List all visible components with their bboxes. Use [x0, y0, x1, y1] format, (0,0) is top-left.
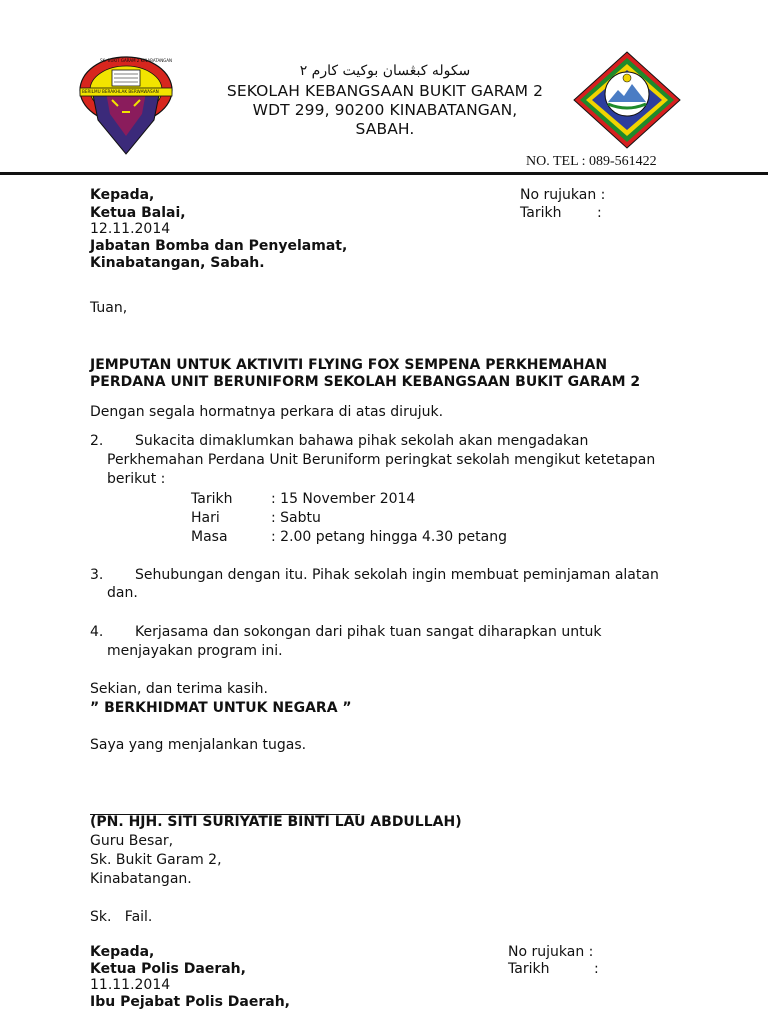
reference-label-2: No rujukan :: [508, 944, 594, 960]
detail-date-value: : 15 November 2014: [271, 491, 416, 507]
recipient-title: Ketua Balai,: [90, 205, 186, 221]
detail-day-value: : Sabtu: [271, 510, 321, 526]
phone-number: NO. TEL : 089-561422: [526, 154, 657, 169]
recipient-department: Jabatan Bomba dan Penyelamat,: [90, 238, 348, 254]
subject-line2: PERDANA UNIT BERUNIFORM SEKOLAH KEBANGSAAN BUKIT GARAM 2: [90, 374, 641, 390]
recipient-title-2: Ketua Polis Daerah,: [90, 961, 246, 977]
reference-label: No rujukan :: [520, 187, 606, 203]
duty-text: Saya yang menjalankan tugas.: [90, 737, 307, 753]
paragraph-2-line3: berikut :: [107, 471, 166, 487]
detail-date-label: Tarikh: [191, 491, 233, 507]
recipient-label-2: Kepada,: [90, 944, 155, 960]
detail-time-label: Masa: [191, 529, 228, 545]
paragraph-3-line2: dan.: [107, 585, 138, 601]
recipient-location: Kinabatangan, Sabah.: [90, 255, 265, 271]
paragraph-4-line1: Kerjasama dan sokongan dari pihak tuan sangat diharapkan untuk: [135, 624, 602, 640]
paragraph-3-number: 3.: [90, 567, 104, 583]
paragraph-2-line1: Sukacita dimaklumkan bahawa pihak sekolah akan mengadakan: [135, 433, 589, 449]
intro-paragraph: Dengan segala hormatnya perkara di atas dirujuk.: [90, 404, 444, 420]
header-divider: [0, 172, 768, 175]
school-address-line2: SABAH.: [355, 120, 415, 138]
recipient-department-2: Ibu Pejabat Polis Daerah,: [90, 994, 290, 1010]
closing-text: Sekian, dan terima kasih.: [90, 681, 269, 697]
letter-date-2: 11.11.2014: [90, 977, 171, 993]
signer-name: (PN. HJH. SITI SURIYATIE BINTI LAU ABDULLAH): [90, 814, 462, 830]
paragraph-2-number: 2.: [90, 433, 104, 449]
motto-text: ” BERKHIDMAT UNTUK NEGARA ”: [90, 700, 352, 716]
signer-title: Guru Besar,: [90, 833, 174, 849]
letter-date: 12.11.2014: [90, 221, 171, 237]
paragraph-4-number: 4.: [90, 624, 104, 640]
paragraph-3-line1: Sehubungan dengan itu. Pihak sekolah ingin membuat peminjaman alatan: [135, 567, 659, 583]
subject-line1: JEMPUTAN UNTUK AKTIVITI FLYING FOX SEMPENA PERKHEMAHAN: [90, 357, 608, 373]
paragraph-4-line2: menjayakan program ini.: [107, 643, 283, 659]
paragraph-2-line2: Perkhemahan Perdana Unit Beruniform peringkat sekolah mengikut ketetapan: [107, 452, 656, 468]
left-logo-ring-text: SK. BUKIT GARAM 2 KINABATANGAN: [100, 58, 173, 63]
detail-day-label: Hari: [191, 510, 220, 526]
school-name-jawi: سکوله کبڠسان بوکيت کارم ٢: [299, 63, 471, 79]
signer-school: Sk. Bukit Garam 2,: [90, 852, 222, 868]
detail-time-value: : 2.00 petang hingga 4.30 petang: [271, 529, 507, 545]
school-address-line1: WDT 299, 90200 KINABATANGAN,: [252, 101, 518, 119]
date-label: Tarikh :: [520, 205, 602, 221]
signer-location: Kinabatangan.: [90, 871, 192, 887]
copy-to: Sk. Fail.: [90, 909, 153, 925]
recipient-label: Kepada,: [90, 187, 155, 203]
salutation: Tuan,: [90, 300, 128, 316]
school-name: SEKOLAH KEBANGSAAN BUKIT GARAM 2: [226, 82, 544, 100]
date-label-2: Tarikh :: [508, 961, 599, 977]
left-logo-banner-text: BERILMU BERAKHLAK BERWAWASAN: [82, 89, 159, 94]
